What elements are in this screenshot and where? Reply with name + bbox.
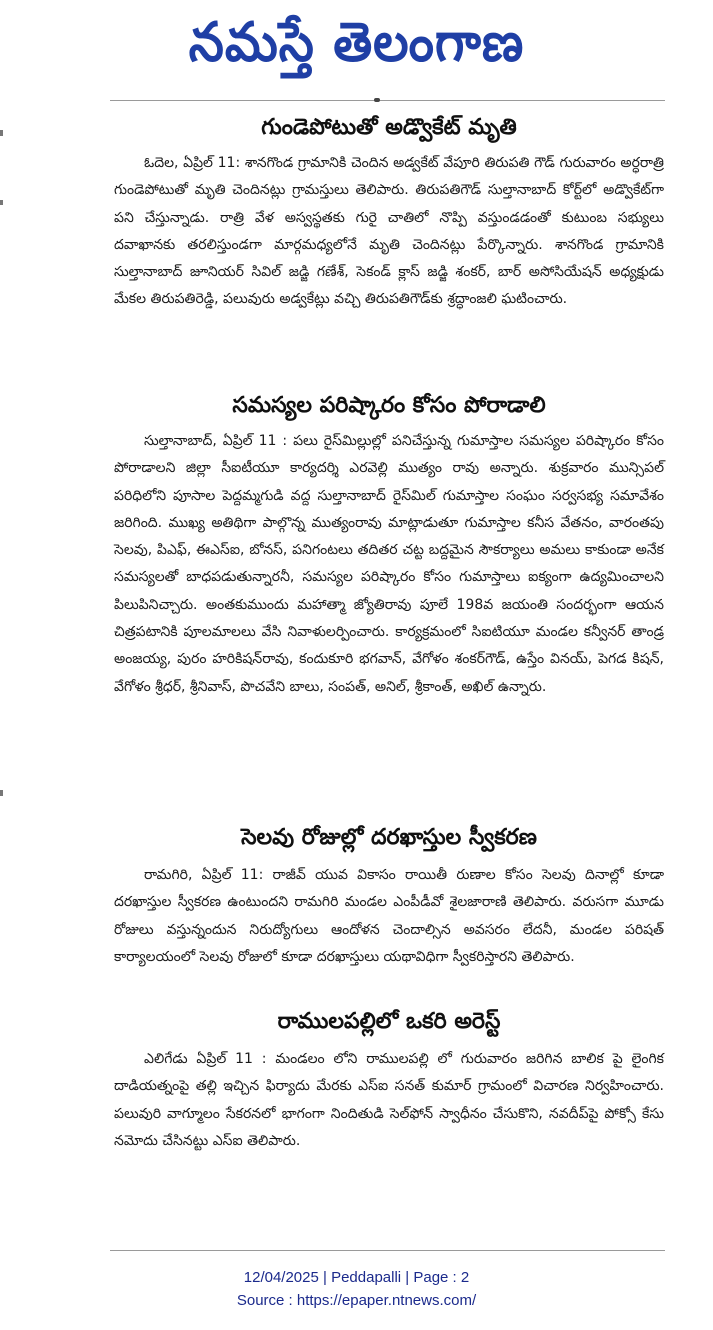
article-body: ఓదెల, ఏప్రిల్ 11: శానగొండ గ్రామానికి చెందిన అడ్వకేట్ వేపూరి తిరుపతి గౌడ్ గురువారం అర్ధరాత్రి గుండెపోటుతో మృతి చెందినట్లు గ్రామస్తులు తెలిపారు. తిరుపతిగౌడ్ సుల్తానాబాద్ కోర్ట్‌లో అడ్వొకేట్‌గా పని చేస్తున్నాడు. రాత్రి వేళ అస్వస్థతకు గురై చాతిలో నొప్పి వస్తుండడంతో కుటుంబ సభ్యులు దవాఖానకు తరలిస్తుండగా మార్గమధ్యలోనే మృతి చెందినట్లు పేర్కొన్నారు. శానగొండ గ్రామానికి సుల్తానాబాద్ జూనియర్ సివిల్ జడ్జి గణేశ్, సెకండ్ క్లాస్ జడ్జి శంకర్, బార్ అసోసియేషన్ అధ్యక్షుడు మేకల తిరుపతిరెడ్డి, పలువురు అడ్వకేట్లు వచ్చి తిరుపతిగౌడ్‌కు శ్రద్ధాంజలి ఘటించారు. bbox=[114, 155, 664, 308]
article bbox=[114, 1002, 664, 1156]
top-divider bbox=[110, 100, 665, 101]
article-body: ఎలిగేడు ఏప్రిల్ 11 : మండలం లోని రాములపల్లి లో గురువారం జరిగిన బాలిక పై లైంగిక దాడియత్నంపై తల్లి ఇచ్చిన ఫిర్యాదు మేరకు ఎస్ఐ సనత్ కుమార్ గ్రామంలో విచారణ నిర్వహించారు. పలువురి వాగ్మూలం సేకరనలో భాగంగా నిందితుడి సెల్‌ఫోన్ స్వాధీనం చేసుకొని, నవదీప్‌పై పోక్సో కేసు నమోదు చేసినట్టు ఎస్ఐ తెలిపారు. bbox=[114, 1051, 664, 1149]
article-column bbox=[114, 108, 664, 1156]
article-body: సుల్తానాబాద్, ఏప్రిల్ 11 : పలు రైస్‌మిల్లుల్లో పనిచేస్తున్న గుమాస్తాల సమస్యల పరిష్కారం కోసం పోరాడాలని జిల్లా సీఐటీయూ కార్యదర్శి ఎరవెల్లి ముత్యం రావు అన్నారు. శుక్రవారం మున్సిపల్ పరిధిలోని పూసాల పెద్దమ్మగుడి వద్ద సుల్తానాబాద్ రైస్‌మిల్ గుమాస్తాల సంఘం సర్వసభ్య సమావేశం జరిగింది. ముఖ్య అతిథిగా పాల్గొన్న ముత్యంరావు మాట్లాడుతూ గుమాస్తాల కనీస వేతనం, వారంతపు సెలవు, పిఎఫ్, ఈఎస్ఐ, బోనస్, పనిగంటలు తదితర చట్ట బద్దమైన సౌకర్యాలు అమలు కాకుండా అనేక సమస్యలతో బాధపడుతున్నారనీ, సమస్యల పరిష్కారం కోసం గుమాస్తాలు ఐక్యంగా ఉద్యమించాలని పిలుపినిచ్చారు. అంతకుముందు మహాత్మా జ్యోతిరావు పూలే 198వ జయంతి సందర్భంగా ఆయన చిత్రపటానికి పూలమాలలు వేసి నివాళులర్పించారు. కార్యక్రమంలో సిఐటియూ మండల కన్వీనర్ తాండ్ర అంజయ్య, పురం హరికిషన్‌రావు, కందుకూరి భగవాన్, వేగోళం శంకర్‌గౌడ్, ఉస్తేం వినయ్, పెగడ కిషన్, వేగోళం శ్రీధర్, శ్రీనివాస్, పొచవేని బాలు, సంపత్, అనిల్, శ్రీకాంత్, అఖిల్ ఉన్నారు. bbox=[114, 433, 664, 695]
article bbox=[114, 386, 664, 818]
source-link[interactable]: Source : https://epaper.ntnews.com/ bbox=[236, 1292, 477, 1309]
article-headline: గుండెపోటుతో అడ్వొకేట్ మృతి bbox=[261, 115, 517, 140]
article-headline: సెలవు రోజుల్లో దరఖాస్తుల స్వీకరణ bbox=[241, 825, 537, 850]
article-headline: సమస్యల పరిష్కారం కోసం పోరాడాలి bbox=[232, 393, 546, 418]
newspaper-logo: నమస్తే తెలంగాణ bbox=[188, 10, 525, 74]
masthead bbox=[0, 6, 713, 86]
edition-info: 12/04/2025 | Peddapalli | Page : 2 bbox=[243, 1269, 470, 1286]
scan-edge-mark bbox=[0, 200, 3, 205]
scan-edge-mark bbox=[0, 130, 3, 136]
scan-edge-mark bbox=[0, 790, 3, 796]
divider-ornament bbox=[374, 98, 380, 102]
article-headline: రాములపల్లిలో ఒకరి అరెస్ట్ bbox=[277, 1009, 501, 1034]
article-body: రామగిరి, ఏప్రిల్ 11: రాజీవ్ యువ వికాసం రాయితీ రుణాల కోసం సెలవు దినాల్లో కూడా దరఖాస్తుల స్వీకరణ ఉంటుందని రామగిరి మండల ఎంపీడీవో శైలజారాణి తెలిపారు. వరుసగా మూడు రోజులు వస్తున్నందున నిరుద్యోగులు ఆందోళన చెందాల్సిన అవసరం లేదనీ, మండల పరిషత్ కార్యాలయంలో సెలవు రోజులో కూడా దరఖాస్తులు యథావిధిగా స్వీకరిస్తారని తెలిపారు. bbox=[114, 867, 664, 965]
article bbox=[114, 818, 664, 1002]
article bbox=[114, 108, 664, 386]
bottom-divider bbox=[110, 1250, 665, 1251]
